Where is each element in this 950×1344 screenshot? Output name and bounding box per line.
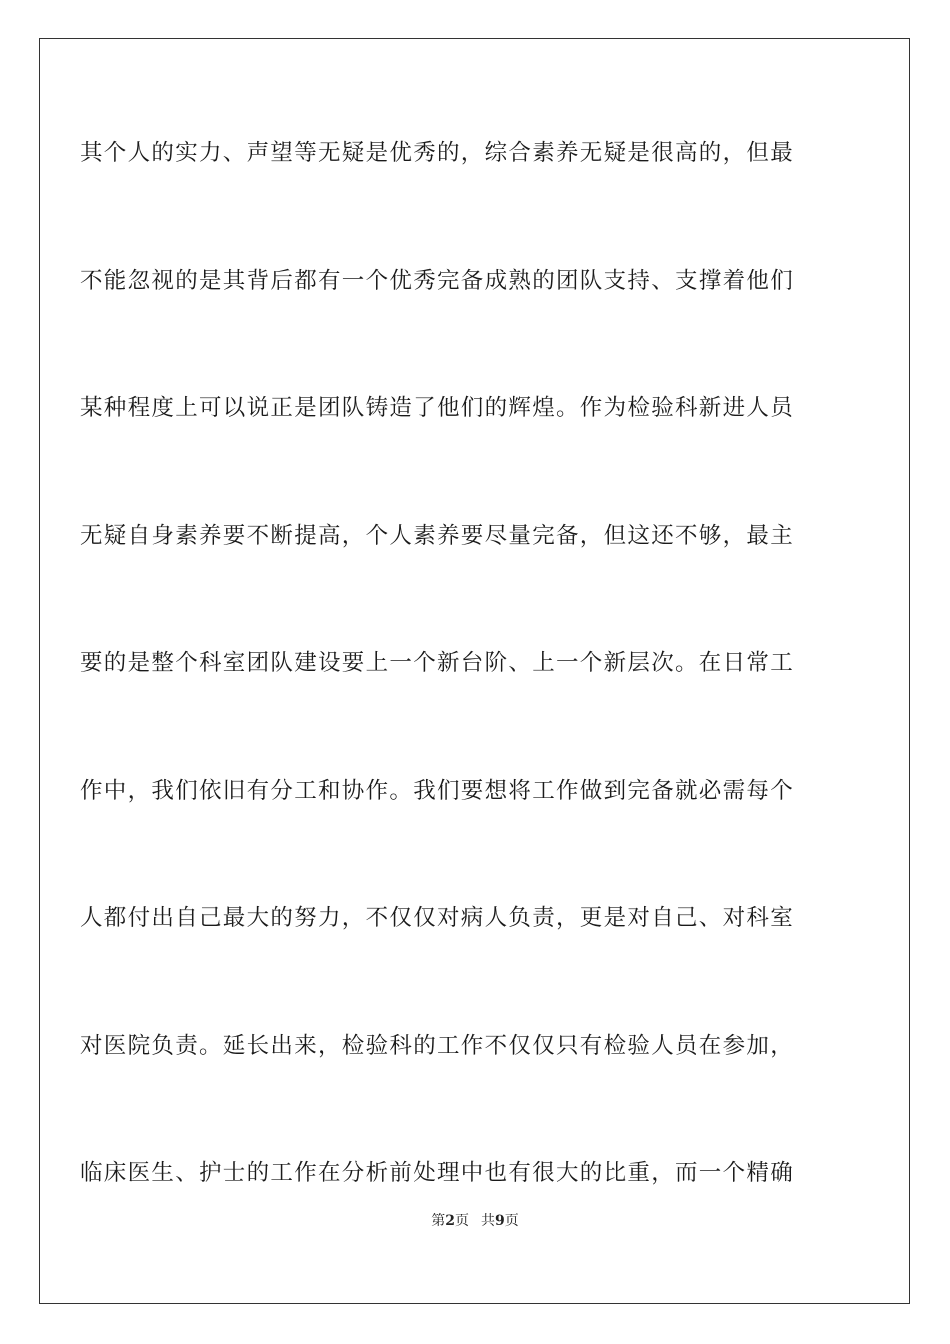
page-footer xyxy=(0,1210,950,1230)
text-line-content: 不能忽视的是其背后都有一个优秀完备成熟的团队支持、支撑着他们 xyxy=(80,267,795,294)
text-line-content: 人都付出自己最大的努力，不仅仅对病人负责，更是对自己、对科室 xyxy=(80,905,795,931)
page-prefix: 第 xyxy=(431,1213,446,1229)
total-prefix: 共 xyxy=(481,1213,495,1229)
text-line xyxy=(80,728,796,856)
text-line-content: 无疑自身素养要不断提高，个人素养要尽量完备，但这还不够，最主 xyxy=(80,522,795,549)
text-line-content: 作中，我们依旧有分工和协作。我们要想将工作做到完备就必需每个 xyxy=(80,777,795,804)
total-pages: 9 xyxy=(495,1213,505,1229)
text-line-content: 对医院负责。延长出来，检验科的工作不仅仅只有检验人员在参加， xyxy=(80,1032,795,1059)
page-number: 2 xyxy=(445,1213,455,1229)
text-line xyxy=(80,600,796,728)
text-line xyxy=(80,855,796,983)
document-body xyxy=(80,90,796,1238)
page-suffix: 页 xyxy=(455,1213,469,1229)
text-line xyxy=(80,473,796,601)
text-line xyxy=(80,90,796,218)
text-line-content: 其个人的实力、声望等无疑是优秀的，综合素养无疑是很高的，但最 xyxy=(80,140,795,166)
total-suffix: 页 xyxy=(504,1213,519,1229)
text-line xyxy=(80,345,796,473)
text-line-content: 临床医生、护士的工作在分析前处理中也有很大的比重，而一个精确 xyxy=(80,1160,795,1186)
text-line xyxy=(80,983,796,1111)
text-line-content: 要的是整个科室团队建设要上一个新台阶、上一个新层次。在日常工 xyxy=(80,650,795,676)
text-line-content: 某种程度上可以说正是团队铸造了他们的辉煌。作为检验科新进人员 xyxy=(80,395,795,421)
text-line xyxy=(80,218,796,346)
